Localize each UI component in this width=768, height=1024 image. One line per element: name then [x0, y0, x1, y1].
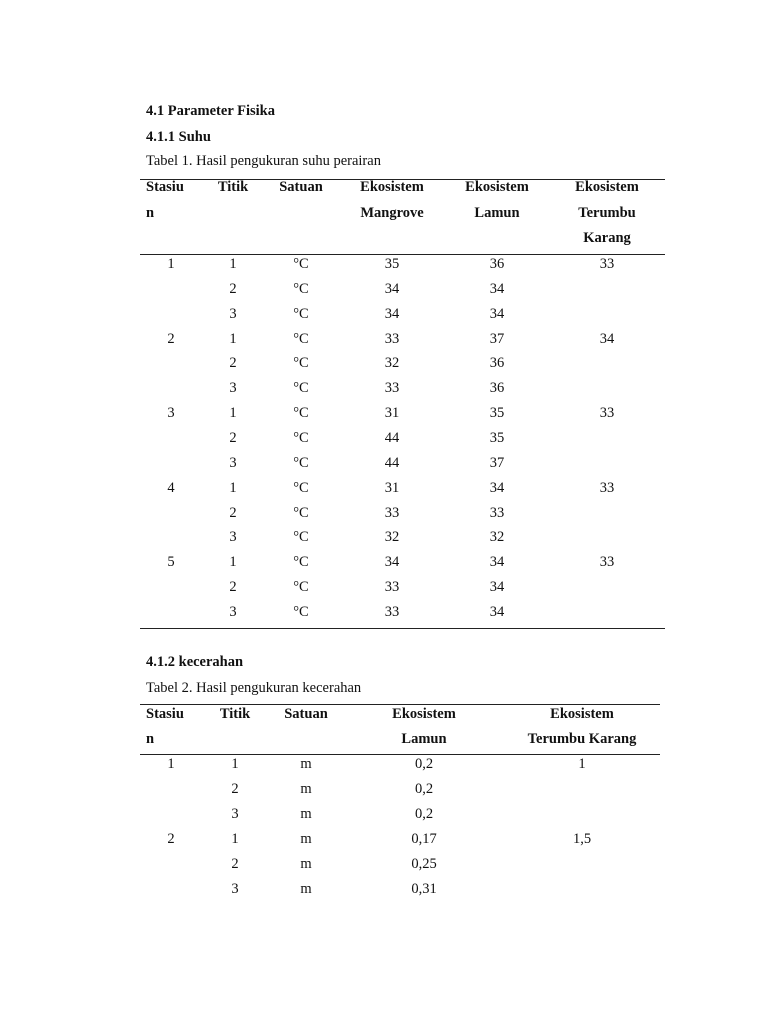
- table2-top-rule: [140, 704, 660, 705]
- table-cell-satuan: °C: [293, 405, 309, 422]
- table2-header-terumbu-cont: Terumbu Karang: [527, 731, 637, 747]
- table-cell-titik: 1: [231, 830, 239, 847]
- table-cell-lamun: 37: [489, 330, 505, 347]
- table-cell-mangrove: 32: [384, 529, 400, 546]
- table-cell-mangrove: 31: [384, 405, 400, 422]
- table2-header-stasiun-cont: n: [146, 731, 155, 747]
- table-cell-lamun: 0,2: [414, 805, 434, 822]
- table-cell-satuan: °C: [293, 529, 309, 546]
- table-cell-lamun: 0,2: [414, 756, 434, 772]
- table-cell-mangrove: 34: [384, 305, 400, 322]
- table1-header-stasiun-cont: n: [146, 205, 155, 221]
- table1-caption: Tabel 1. Hasil pengukuran suhu perairan: [146, 153, 381, 169]
- table2-header-lamun: Ekosistem: [392, 706, 456, 722]
- table1-header-mangrove-cont: Mangrove: [360, 205, 424, 221]
- table1-header-stasiun: Stasiu: [146, 179, 184, 195]
- table-cell-titik: 3: [229, 305, 237, 322]
- table-cell-lamun: 32: [489, 529, 505, 546]
- table-cell-satuan: m: [300, 805, 312, 822]
- table-cell-satuan: °C: [293, 280, 309, 297]
- table-cell-titik: 1: [229, 405, 237, 422]
- table1-header-terumbu: Ekosistem: [575, 179, 639, 195]
- table-cell-titik: 2: [229, 579, 237, 596]
- table-cell-titik: 3: [229, 603, 237, 620]
- table-cell-lamun: 0,25: [411, 855, 437, 872]
- table-cell-lamun: 36: [489, 380, 505, 397]
- table2-header-satuan: Satuan: [284, 706, 328, 722]
- table-cell-lamun: 35: [489, 405, 505, 422]
- table-cell-titik: 3: [229, 380, 237, 397]
- table1-header-terumbu-cont: Terumbu: [578, 205, 636, 221]
- table-cell-mangrove: 35: [384, 256, 400, 272]
- table1-bottom-rule: [140, 628, 665, 629]
- subsection-title-kecerahan: 4.1.2 kecerahan: [146, 654, 244, 670]
- table1-header-lamun: Ekosistem: [465, 179, 529, 195]
- table-cell-satuan: °C: [293, 603, 309, 620]
- table-cell-satuan: °C: [293, 355, 309, 372]
- subsection-title-suhu: 4.1.1 Suhu: [146, 129, 211, 145]
- table-cell-lamun: 34: [489, 305, 505, 322]
- table-cell-satuan: m: [300, 756, 312, 772]
- table-cell-titik: 3: [229, 529, 237, 546]
- table-cell-stasiun: 2: [167, 830, 175, 847]
- table-cell-mangrove: 34: [384, 554, 400, 571]
- table-cell-lamun: 36: [489, 256, 505, 272]
- table-cell-terumbu: 33: [599, 554, 615, 571]
- table-cell-stasiun: 5: [167, 554, 175, 571]
- table-cell-mangrove: 31: [384, 479, 400, 496]
- table-cell-satuan: °C: [293, 504, 309, 521]
- table-cell-titik: 2: [231, 780, 239, 797]
- table-cell-titik: 2: [229, 355, 237, 372]
- table1-header-titik: Titik: [217, 179, 249, 195]
- table1-header-terumbu-cont2: Karang: [583, 230, 631, 246]
- table-cell-mangrove: 33: [384, 603, 400, 620]
- table2-header-terumbu: Ekosistem: [550, 706, 614, 722]
- table-cell-satuan: °C: [293, 429, 309, 446]
- table-cell-mangrove: 33: [384, 380, 400, 397]
- table2-header-lamun-cont: Lamun: [401, 731, 447, 747]
- table-cell-lamun: 34: [489, 554, 505, 571]
- table-cell-terumbu: 33: [599, 479, 615, 496]
- table-cell-titik: 1: [231, 756, 239, 772]
- table-cell-lamun: 0,31: [411, 880, 437, 897]
- table-cell-lamun: 35: [489, 429, 505, 446]
- table-cell-titik: 1: [229, 479, 237, 496]
- table-cell-terumbu: 34: [599, 330, 615, 347]
- table-cell-lamun: 34: [489, 280, 505, 297]
- table-cell-mangrove: 33: [384, 579, 400, 596]
- table-cell-stasiun: 3: [167, 405, 175, 422]
- table-cell-mangrove: 34: [384, 280, 400, 297]
- table-cell-mangrove: 33: [384, 330, 400, 347]
- table-cell-titik: 3: [231, 805, 239, 822]
- table-cell-satuan: m: [300, 830, 312, 847]
- table-cell-terumbu: 1,5: [572, 830, 592, 847]
- table-cell-lamun: 34: [489, 479, 505, 496]
- table-cell-satuan: °C: [293, 330, 309, 347]
- table-cell-titik: 3: [229, 454, 237, 471]
- table-cell-satuan: °C: [293, 256, 309, 272]
- table-cell-satuan: m: [300, 855, 312, 872]
- table-cell-terumbu: 1: [578, 756, 586, 772]
- table-cell-satuan: °C: [293, 479, 309, 496]
- table2-header-stasiun: Stasiu: [146, 706, 184, 722]
- table-cell-satuan: °C: [293, 579, 309, 596]
- table-cell-titik: 3: [231, 880, 239, 897]
- table-cell-lamun: 0,2: [414, 780, 434, 797]
- table-cell-mangrove: 44: [384, 454, 400, 471]
- table1-header-rule: [140, 254, 665, 255]
- table-cell-terumbu: 33: [599, 405, 615, 422]
- table-cell-satuan: °C: [293, 305, 309, 322]
- table-cell-lamun: 37: [489, 454, 505, 471]
- table-cell-lamun: 33: [489, 504, 505, 521]
- table-cell-stasiun: 2: [167, 330, 175, 347]
- table-cell-titik: 1: [229, 256, 237, 272]
- table2-header-rule: [140, 754, 660, 755]
- table-cell-titik: 1: [229, 554, 237, 571]
- section-title: 4.1 Parameter Fisika: [146, 103, 275, 119]
- table2-header-titik: Titik: [219, 706, 251, 722]
- table-cell-mangrove: 44: [384, 429, 400, 446]
- table1-header-lamun-cont: Lamun: [474, 205, 520, 221]
- table-cell-titik: 2: [229, 429, 237, 446]
- table-cell-lamun: 0,17: [411, 830, 437, 847]
- table-cell-satuan: m: [300, 780, 312, 797]
- table-cell-stasiun: 4: [167, 479, 175, 496]
- table2-caption: Tabel 2. Hasil pengukuran kecerahan: [146, 680, 362, 696]
- table-cell-satuan: °C: [293, 554, 309, 571]
- table-cell-stasiun: 1: [167, 256, 175, 272]
- table-cell-lamun: 34: [489, 579, 505, 596]
- table-cell-mangrove: 32: [384, 355, 400, 372]
- table-cell-stasiun: 1: [167, 756, 175, 772]
- table-cell-terumbu: 33: [599, 256, 615, 272]
- table-cell-titik: 1: [229, 330, 237, 347]
- table-cell-mangrove: 33: [384, 504, 400, 521]
- table-cell-satuan: °C: [293, 454, 309, 471]
- table1-header-mangrove: Ekosistem: [360, 179, 424, 195]
- table-cell-lamun: 34: [489, 603, 505, 620]
- table-cell-lamun: 36: [489, 355, 505, 372]
- table-cell-satuan: m: [300, 880, 312, 897]
- table-cell-titik: 2: [229, 280, 237, 297]
- table-cell-titik: 2: [229, 504, 237, 521]
- table-cell-satuan: °C: [293, 380, 309, 397]
- table-cell-titik: 2: [231, 855, 239, 872]
- table1-header-satuan: Satuan: [279, 179, 323, 195]
